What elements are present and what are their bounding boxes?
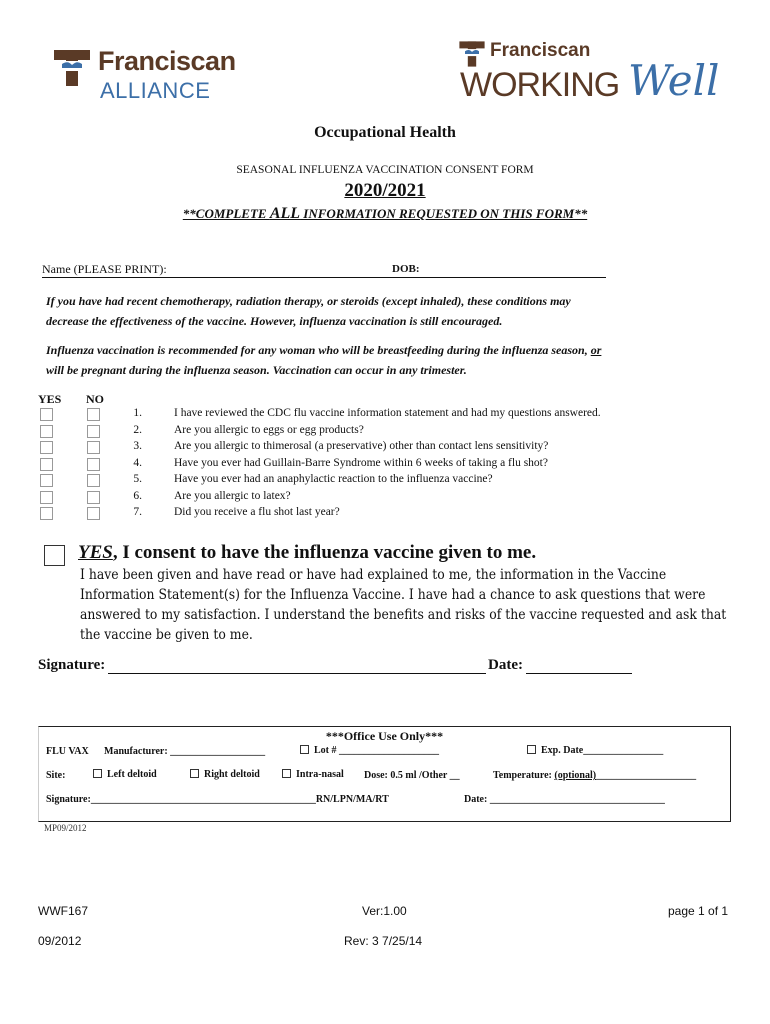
season-year: 2020/2021 <box>344 180 426 201</box>
form-code-small: MP09/2012 <box>44 823 87 833</box>
question-text: Have you ever had an anaphylactic reaction to the influenza vaccine? <box>174 473 493 485</box>
instruction-all: ALL <box>269 205 301 222</box>
logo-brand-text: Franciscan <box>98 46 236 76</box>
instruction-suffix: INFORMATION REQUESTED ON THIS FORM** <box>300 206 588 221</box>
yes-checkbox[interactable] <box>40 458 53 471</box>
question-text: Have you ever had Guillain-Barre Syndrome within 6 weeks of taking a flu shot? <box>174 456 548 469</box>
form-title: SEASONAL INFLUENZA VACCINATION CONSENT FORM <box>236 164 534 176</box>
consent-body-line-1: I have been given and have read or have had explained to me, the information in the Vaccine <box>80 567 667 583</box>
no-checkbox[interactable] <box>87 441 100 454</box>
no-checkbox[interactable] <box>87 425 100 438</box>
temperature-optional: (optional) <box>554 770 597 781</box>
right-deltoid-text: Right deltoid <box>204 769 260 780</box>
date-field-line[interactable] <box>526 673 632 674</box>
question-text: Did you receive a flu shot last year? <box>174 506 340 518</box>
temperature-field[interactable] <box>493 770 696 781</box>
left-deltoid-text: Left deltoid <box>107 769 157 780</box>
exp-date-checkbox[interactable] <box>527 745 536 754</box>
consent-body-line-4: the vaccine be given to me. <box>80 627 253 643</box>
signature-label: Signature: <box>38 657 106 673</box>
manufacturer-field[interactable]: Manufacturer: ___________________ <box>104 746 266 757</box>
name-field-line[interactable] <box>42 277 392 278</box>
consent-body-line-3: answered to my satisfaction. I understand the benefits and risks of the vaccine requested and ask that <box>80 607 727 623</box>
yes-column-header: YES <box>38 392 62 406</box>
name-label: Name (PLEASE PRINT): <box>42 262 167 276</box>
dose-field[interactable]: Dose: 0.5 ml /Other __ <box>364 770 460 781</box>
office-use-title: ***Office Use Only*** <box>325 729 444 743</box>
no-checkbox[interactable] <box>87 474 100 487</box>
yes-checkbox[interactable] <box>40 441 53 454</box>
logo-brand-text: Franciscan <box>490 40 591 61</box>
no-checkbox[interactable] <box>87 458 100 471</box>
yes-checkbox[interactable] <box>40 491 53 504</box>
question-number: 1. <box>133 407 142 419</box>
consent-yes-word: YES <box>78 542 113 563</box>
flu-vax-label: FLU VAX <box>46 746 89 757</box>
intra-nasal-option[interactable] <box>282 769 344 780</box>
temperature-line: ____________________ <box>596 770 697 781</box>
site-label: Site: <box>46 770 66 781</box>
logo-working-text: WORKING <box>460 66 620 104</box>
question-number: 6. <box>133 489 142 502</box>
franciscan-alliance-logo <box>52 44 262 104</box>
tau-cross-icon <box>52 48 92 88</box>
intra-nasal-text: Intra-nasal <box>296 769 344 780</box>
pregnancy-note-or: or <box>590 343 602 357</box>
logo-sub-text: ALLIANCE <box>100 78 211 103</box>
dob-field-line[interactable] <box>392 277 606 278</box>
no-column-header: NO <box>86 392 104 406</box>
question-number: 7. <box>133 506 142 518</box>
consent-heading <box>78 542 536 564</box>
pregnancy-note-text: Influenza vaccination is recommended for any woman who will be breastfeeding during the influenza season, <box>46 343 591 357</box>
no-checkbox[interactable] <box>87 491 100 504</box>
no-checkbox[interactable] <box>87 507 100 520</box>
chemo-note-line-1: If you have had recent chemotherapy, radiation therapy, or steroids (except inhaled), these conditions may <box>46 294 571 308</box>
page-indicator: page 1 of 1 <box>668 904 729 918</box>
lot-checkbox[interactable] <box>300 745 309 754</box>
office-date-field[interactable]: Date: ___________________________________ <box>464 794 665 805</box>
question-number: 3. <box>133 440 142 452</box>
yes-checkbox[interactable] <box>40 408 53 421</box>
question-number: 4. <box>133 456 142 469</box>
exp-date-field[interactable] <box>527 745 663 756</box>
chemo-note-line-2: decrease the effectiveness of the vaccine. However, influenza vaccination is still encouraged. <box>46 314 503 328</box>
consent-body <box>80 565 726 645</box>
instruction-prefix: **COMPLETE <box>182 206 270 221</box>
question-number: 2. <box>133 423 142 436</box>
question-text: Are you allergic to eggs or egg products? <box>174 423 364 436</box>
department-title: Occupational Health <box>314 124 456 141</box>
lot-field[interactable] <box>300 745 439 756</box>
yes-checkbox[interactable] <box>40 425 53 438</box>
office-signature-field[interactable]: Signature:_____________________________________________RN/LPN/MA/RT <box>46 794 389 805</box>
pregnancy-note-line-1 <box>46 340 601 360</box>
question-text: I have reviewed the CDC flu vaccine information statement and had my questions answered. <box>174 407 601 419</box>
consent-heading-text: , I consent to have the influenza vaccine given to me. <box>112 542 537 563</box>
left-deltoid-option[interactable] <box>93 769 157 780</box>
pregnancy-note-line-2: will be pregnant during the influenza season. Vaccination can occur in any trimester. <box>46 363 467 377</box>
yes-checkbox[interactable] <box>40 507 53 520</box>
right-deltoid-option[interactable] <box>190 769 260 780</box>
form-id: WWF167 <box>38 904 89 918</box>
chemo-note <box>46 291 571 331</box>
right-deltoid-checkbox[interactable] <box>190 769 199 778</box>
yes-checkbox[interactable] <box>40 474 53 487</box>
date-label: Date: <box>488 657 523 673</box>
question-text: Are you allergic to thimerosal (a preservative) other than contact lens sensitivity? <box>174 440 549 452</box>
temperature-label: Temperature: <box>493 770 555 781</box>
logo-well-text: Well <box>628 56 720 105</box>
question-number: 5. <box>133 473 142 485</box>
franciscan-working-well-logo <box>456 40 718 104</box>
form-revision: Rev: 3 7/25/14 <box>344 934 423 948</box>
left-deltoid-checkbox[interactable] <box>93 769 102 778</box>
consent-checkbox[interactable] <box>44 545 65 566</box>
question-text: Are you allergic to latex? <box>174 489 291 502</box>
tau-cross-icon <box>458 40 486 68</box>
intra-nasal-checkbox[interactable] <box>282 769 291 778</box>
dob-label: DOB: <box>392 263 420 275</box>
form-version: Ver:1.00 <box>362 904 407 918</box>
exp-date-text: Exp. Date________________ <box>541 745 664 756</box>
instruction-line <box>0 205 770 223</box>
no-checkbox[interactable] <box>87 408 100 421</box>
consent-body-line-2: Information Statement(s) for the Influenza Vaccine. I have had a chance to ask questions that were <box>80 587 706 603</box>
pregnancy-note <box>46 340 601 380</box>
lot-text: Lot # ____________________ <box>314 745 439 756</box>
signature-field-line[interactable] <box>108 673 486 674</box>
form-date: 09/2012 <box>38 934 82 948</box>
